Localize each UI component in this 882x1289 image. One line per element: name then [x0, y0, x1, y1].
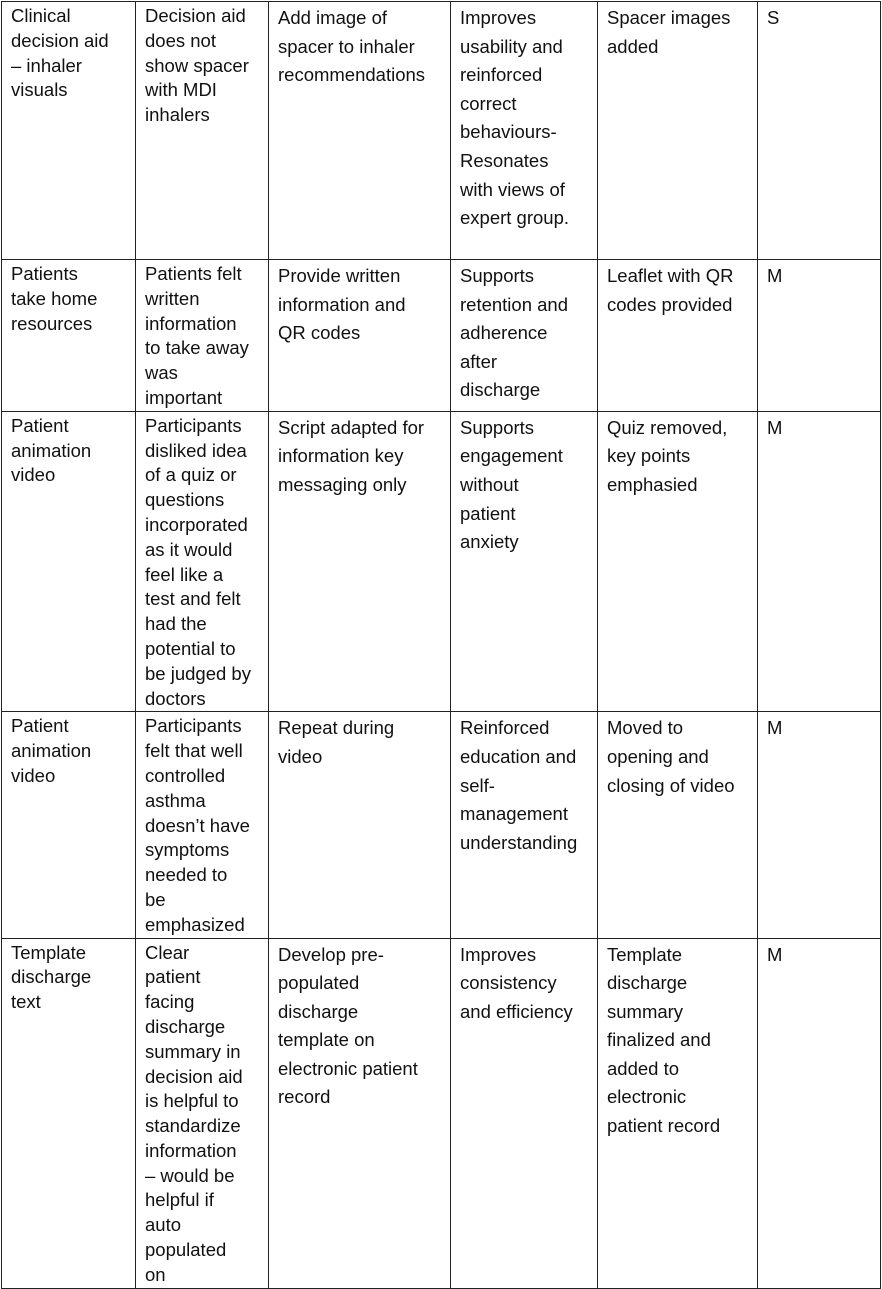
- cell-text: Add image of spacer to inhaler recommendations: [278, 7, 426, 86]
- cell-text: Template discharge summary finalized and added to electronic patient record: [607, 943, 721, 1137]
- table-cell: [598, 712, 758, 938]
- cell-text: Patient animation video: [11, 414, 92, 486]
- cell-text: M: [767, 416, 783, 438]
- table-row: [2, 938, 881, 1288]
- cell-text: Template discharge text: [11, 941, 92, 1013]
- cell-text: S: [767, 7, 780, 28]
- cell-text: Reinforced education and self- management understanding: [460, 717, 578, 853]
- cell-text: M: [767, 717, 783, 739]
- cell-text: Leaflet with QR codes provided: [607, 265, 734, 315]
- cell-text: M: [767, 943, 783, 965]
- table-cell: [451, 938, 598, 1288]
- table-cell: [598, 938, 758, 1288]
- table-cell: [269, 260, 451, 412]
- cell-text: Decision aid does not show spacer with MDI inhalers: [145, 5, 249, 126]
- table-cell: [136, 260, 269, 412]
- cell-text: Moved to opening and closing of video: [607, 717, 735, 796]
- table-cell: [136, 411, 269, 712]
- table-cell: [451, 260, 598, 412]
- table-row: [2, 260, 881, 412]
- table-cell: [451, 712, 598, 938]
- table-cell: [758, 938, 881, 1288]
- cell-text: Repeat during video: [278, 717, 395, 767]
- findings-table: [1, 1, 881, 1289]
- cell-text: Develop pre- populated discharge template on electronic patient record: [278, 943, 418, 1108]
- table-cell: [2, 938, 136, 1288]
- table-row: [2, 411, 881, 712]
- cell-text: Participants disliked idea of a quiz or questions incorporated as it would feel like a test and felt had the potential to be judged by doctors: [145, 414, 251, 709]
- cell-text: Patients take home resources: [11, 263, 98, 334]
- table-cell: [758, 411, 881, 712]
- table-cell: [598, 411, 758, 712]
- cell-text: Spacer images added: [607, 7, 731, 57]
- cell-text: Quiz removed, key points emphasied: [607, 416, 728, 495]
- cell-text: Supports retention and adherence after discharge: [460, 265, 569, 401]
- table-cell: [598, 2, 758, 260]
- cell-text: M: [767, 265, 783, 286]
- cell-text: Supports engagement without patient anxiety: [460, 416, 563, 553]
- table-cell: [269, 712, 451, 938]
- cell-text: Participants felt that well controlled asthma doesn’t have symptoms needed to be emphasized: [145, 715, 250, 935]
- table-row: [2, 712, 881, 938]
- cell-text: Improves usability and reinforced correct behaviours- Resonates with views of expert group.: [460, 7, 570, 229]
- table-cell: [758, 2, 881, 260]
- cell-text: Clinical decision aid – inhaler visuals: [11, 5, 109, 101]
- table-cell: [2, 260, 136, 412]
- table-cell: [269, 2, 451, 260]
- table-cell: [451, 2, 598, 260]
- table-cell: [758, 260, 881, 412]
- table-cell: [136, 2, 269, 260]
- table-cell: [451, 411, 598, 712]
- cell-text: Clear patient facing discharge summary in decision aid is helpful to standardize information – would be helpful if auto populated on: [145, 941, 243, 1285]
- table-cell: [136, 712, 269, 938]
- cell-text: Patient animation video: [11, 715, 92, 786]
- table-cell: [758, 712, 881, 938]
- table-cell: [269, 411, 451, 712]
- table-cell: [136, 938, 269, 1288]
- cell-text: Script adapted for information key messaging only: [278, 416, 425, 495]
- table-cell: [269, 938, 451, 1288]
- table-cell: [2, 2, 136, 260]
- cell-text: Improves consistency and efficiency: [460, 943, 573, 1022]
- table-row: [2, 2, 881, 260]
- cell-text: Provide written information and QR codes: [278, 265, 406, 344]
- table-cell: [2, 712, 136, 938]
- table-cell: [598, 260, 758, 412]
- table-cell: [2, 411, 136, 712]
- cell-text: Patients felt written information to take away was important: [145, 263, 249, 408]
